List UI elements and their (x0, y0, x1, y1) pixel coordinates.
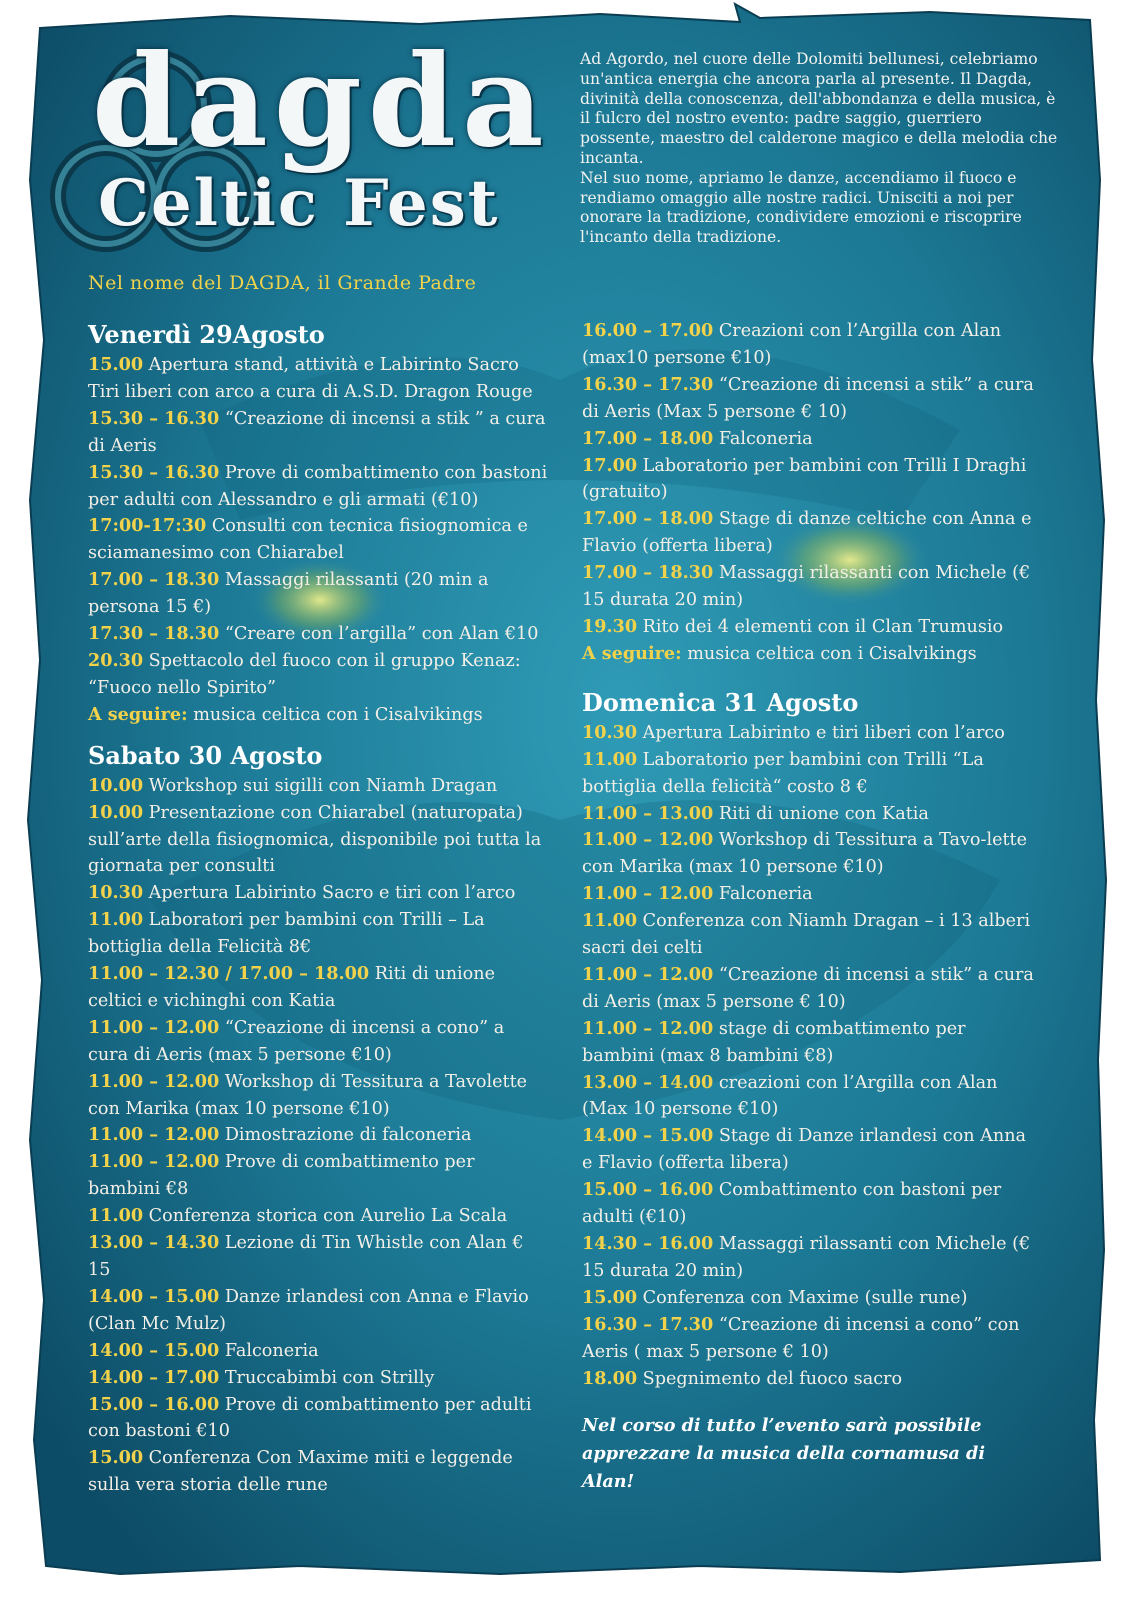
entry-description: Apertura Labirinto e tiri liberi con l’arco (637, 722, 1005, 743)
entry-description: Massaggi rilassanti con Michele (€ 15 durata 20 min) (582, 563, 1031, 611)
schedule-entry (582, 1285, 1042, 1312)
sunday-schedule (582, 720, 1042, 1393)
poster-subtitle: Celtic Fest (98, 166, 500, 241)
entry-time: 17.00 (582, 454, 638, 476)
entry-description: Rito dei 4 elementi con il Clan Trumusio (637, 616, 1004, 637)
intro-text (580, 50, 1060, 248)
schedule-entry (88, 513, 548, 567)
schedule-entry (88, 460, 548, 514)
schedule-entry (88, 352, 548, 406)
entry-time: 14.00 – 15.00 (88, 1339, 220, 1361)
schedule-entry (88, 1392, 548, 1446)
entry-time: 11.00 – 13.00 (582, 802, 714, 824)
intro-paragraph: Ad Agordo, nel cuore delle Dolomiti bellunesi, celebriamo un'antica energia che ancora parla al presente. Il Dagda, divinità della conoscenza, dell'abbondanza e della musica, è il fulcro del nostro evento: padre saggio, guerriero possente, maestro del calderone magico e della melodia che incanta. (580, 50, 1058, 167)
entry-description: Workshop di Tessitura a Tavolette con Marika (max 10 persone €10) (88, 1071, 528, 1119)
entry-description: Laboratorio per bambini con Trilli I Draghi (gratuito) (582, 455, 1027, 503)
schedule-entry (582, 801, 1042, 828)
entry-description: Spegnimento del fuoco sacro (637, 1368, 903, 1389)
entry-time: 17:00-17:30 (88, 515, 207, 537)
entry-description: Falconeria (219, 1340, 319, 1361)
schedule-entry (582, 318, 1042, 372)
entry-description: “Creazione di incensi a stik” a cura di Aeris (max 5 persone € 10) (582, 964, 1034, 1012)
entry-time: 11.00 (582, 748, 638, 770)
schedule-entry (582, 614, 1042, 641)
entry-time: 15.30 – 16.30 (88, 461, 220, 483)
entry-time: 17.00 – 18.00 (582, 508, 714, 530)
entry-description: Stage di Danze irlandesi con Anna e Flavio (offerta libera) (582, 1126, 1027, 1174)
entry-time: 11.00 – 12.30 / 17.00 – 18.00 (88, 963, 370, 985)
schedule-entry (582, 747, 1042, 801)
schedule-entry (582, 1177, 1042, 1231)
schedule-entry (582, 426, 1042, 453)
entry-description: Conferenza con Niamh Dragan – i 13 alberi sacri dei celti (582, 911, 1031, 959)
schedule-entry (582, 453, 1042, 507)
schedule-entry (582, 908, 1042, 962)
entry-time: 11.00 – 12.00 (582, 1017, 714, 1039)
entry-time: 17.00 – 18.00 (582, 427, 714, 449)
entry-description: creazioni con l’Argilla con Alan (Max 10 persone €10) (582, 1072, 998, 1120)
entry-description: Falconeria (713, 884, 813, 905)
entry-description: Massaggi rilassanti (20 min a persona 15 €) (88, 570, 489, 618)
entry-time: 14.00 – 17.00 (88, 1366, 220, 1388)
entry-description: Dimostrazione di falconeria (219, 1125, 472, 1146)
schedule-entry (88, 907, 548, 961)
entry-description: Consulti con tecnica fisiognomica e sciamanesimo con Chiarabel (88, 516, 528, 564)
entry-time: 15.30 – 16.30 (88, 407, 220, 429)
day-heading-friday: Venerdì 29Agosto (88, 320, 325, 349)
entry-description: Combattimento con bastoni per adulti (€10) (582, 1180, 1002, 1228)
intro-paragraph: Nel suo nome, apriamo le danze, accendiamo il fuoco e rendiamo omaggio alle nostre radici. Unisciti a noi per onorare la tradizione, condividere emozioni e riscoprire l'incanto della tradizione. (580, 168, 1022, 247)
entry-time: 16.00 – 17.00 (582, 320, 714, 341)
entry-time: 19.30 (582, 615, 638, 637)
schedule-entry (88, 961, 548, 1015)
entry-time: 18.00 (582, 1367, 638, 1389)
entry-time: 16.30 – 17.30 (582, 373, 714, 395)
entry-time: 15.00 (582, 1286, 638, 1308)
poster-title: dagda (92, 27, 550, 175)
schedule-entry (88, 648, 548, 702)
schedule-entry (88, 800, 548, 881)
entry-description: Falconeria (713, 428, 813, 449)
entry-time: 11.00 (88, 909, 144, 931)
entry-time: 14.00 – 15.00 (88, 1285, 220, 1307)
entry-description: Apertura Labirinto Sacro e tiri con l’arco (143, 883, 516, 904)
schedule-entry (88, 1122, 548, 1149)
schedule-entry (582, 560, 1042, 614)
schedule-entry (88, 1149, 548, 1203)
entry-time: A seguire: (582, 642, 682, 664)
entry-time: 14.00 – 15.00 (582, 1125, 714, 1147)
schedule-entry (582, 1231, 1042, 1285)
schedule-entry (582, 1312, 1042, 1366)
entry-description: Creazioni con l’Argilla con Alan (max10 persone €10) (582, 321, 1002, 368)
entry-time: 10.00 (88, 774, 144, 796)
saturday-schedule-continued (582, 318, 1042, 668)
schedule-entry (582, 827, 1042, 881)
entry-description: “Creazione di incensi a stik” a cura di Aeris (Max 5 persone € 10) (582, 374, 1034, 422)
entry-description: Presentazione con Chiarabel (naturopata) sull’arte della fisiognomica, disponibile poi tutta la giornata per consulti (88, 802, 542, 877)
entry-description: Massaggi rilassanti con Michele (€ 15 durata 20 min) (582, 1234, 1031, 1281)
entry-description: Laboratori per bambini con Trilli – La bottiglia della Felicità 8€ (88, 910, 485, 958)
entry-description: Prove di combattimento per bambini €8 (88, 1152, 475, 1200)
entry-time: 10.00 (88, 801, 144, 823)
schedule-entry (88, 406, 548, 460)
entry-time: 17.00 – 18.30 (88, 569, 220, 591)
saturday-schedule (88, 773, 548, 1499)
entry-time: 15.00 – 16.00 (88, 1393, 220, 1415)
entry-description: Prove di combattimento con bastoni per adulti con Alessandro e gli armati (€10) (88, 462, 548, 510)
entry-description: Stage di danze celtiche con Anna e Flavio (offerta libera) (582, 509, 1032, 557)
entry-description: Laboratorio per bambini con Trilli “La bottiglia della felicità“ costo 8 € (582, 749, 984, 797)
entry-description: “Creazione di incensi a stik ” a cura di Aeris (88, 408, 546, 456)
entry-description: “Creare con l’argilla” con Alan €10 (219, 624, 539, 645)
schedule-entry (88, 1445, 548, 1499)
entry-description: Conferenza Con Maxime miti e leggende sulla vera storia delle rune (88, 1448, 513, 1496)
entry-description: Riti di unione celtici e vichinghi con Katia (88, 964, 496, 1011)
entry-time: 17.30 – 18.30 (88, 623, 220, 645)
entry-description: Apertura stand, attività e Labirinto Sacro Tiri liberi con arco a cura di A.S.D. Dragon Rouge (88, 355, 533, 402)
entry-description: Prove di combattimento per adulti con bastoni €10 (88, 1394, 532, 1442)
schedule-entry (582, 1123, 1042, 1177)
entry-description: “Creazione di incensi a cono” con Aeris ( max 5 persone € 10) (582, 1314, 1020, 1362)
schedule-entry (88, 773, 548, 800)
entry-time: 11.00 – 12.00 (88, 1124, 220, 1146)
entry-description: Workshop sui sigilli con Niamh Dragan (143, 775, 498, 796)
entry-time: 16.30 – 17.30 (582, 1313, 714, 1335)
entry-time: 11.00 – 12.00 (582, 963, 714, 985)
entry-time: A seguire: (88, 703, 188, 725)
schedule-entry (582, 372, 1042, 426)
schedule-entry (582, 1070, 1042, 1124)
entry-time: 11.00 – 12.00 (88, 1151, 220, 1173)
schedule-entry (582, 1366, 1042, 1393)
entry-time: 15.00 (88, 1447, 144, 1469)
schedule-entry (582, 962, 1042, 1016)
schedule-entry (88, 1365, 548, 1392)
schedule-entry (88, 567, 548, 621)
entry-description: Conferenza storica con Aurelio La Scala (143, 1206, 508, 1227)
entry-description: stage di combattimento per bambini (max 8 bambini €8) (582, 1018, 966, 1066)
schedule-entry (88, 1203, 548, 1230)
friday-schedule (88, 352, 548, 729)
entry-description: Workshop di Tessitura a Tavo-lette con Marika (max 10 persone €10) (582, 830, 1028, 878)
schedule-entry (88, 1230, 548, 1284)
schedule-entry (88, 702, 548, 729)
entry-time: 11.00 (582, 910, 638, 932)
schedule-entry (582, 641, 1042, 668)
entry-description: Spettacolo del fuoco con il gruppo Kenaz: “Fuoco nello Spirito” (88, 650, 521, 698)
entry-time: 15.00 (88, 354, 144, 375)
entry-description: Riti di unione con Katia (713, 803, 929, 824)
entry-time: 11.00 – 12.00 (582, 883, 714, 905)
entry-time: 17.00 – 18.30 (582, 562, 714, 584)
entry-time: 13.00 – 14.00 (582, 1071, 714, 1093)
entry-time: 10.30 (88, 882, 144, 904)
entry-time: 10.30 (582, 721, 638, 743)
schedule-entry (582, 1016, 1042, 1070)
entry-time: 11.00 – 12.00 (582, 829, 714, 851)
schedule-entry (88, 1338, 548, 1365)
closing-note: Nel corso di tutto l’evento sarà possibile apprezzare la musica della cornamusa di Alan! (582, 1415, 985, 1493)
entry-time: 11.00 (88, 1205, 144, 1227)
entry-description: musica celtica con i Cisalvikings (681, 643, 977, 664)
day-heading-saturday: Sabato 30 Agosto (88, 740, 323, 770)
schedule-entry (88, 1015, 548, 1069)
entry-time: 14.30 – 16.00 (582, 1233, 714, 1254)
schedule-right-column (582, 318, 1042, 1514)
entry-description: Lezione di Tin Whistle con Alan € 15 (88, 1233, 524, 1280)
entry-description: Truccabimbi con Strilly (219, 1367, 435, 1388)
entry-time: 11.00 – 12.00 (88, 1016, 220, 1038)
schedule-entry (88, 880, 548, 907)
entry-description: “Creazione di incensi a cono” a cura di Aeris (max 5 persone €10) (88, 1017, 505, 1065)
entry-time: 15.00 – 16.00 (582, 1179, 714, 1201)
schedule-entry (88, 1284, 548, 1338)
schedule-entry (582, 881, 1042, 908)
entry-time: 11.00 – 12.00 (88, 1070, 220, 1092)
entry-description: musica celtica con i Cisalvikings (187, 704, 483, 725)
entry-time: 20.30 (88, 649, 144, 671)
day-heading-sunday: Domenica 31 Agosto (582, 687, 859, 717)
schedule-entry (88, 1069, 548, 1123)
entry-description: Conferenza con Maxime (sulle rune) (637, 1287, 968, 1308)
schedule-entry (582, 720, 1042, 747)
entry-time: 13.00 – 14.30 (88, 1232, 220, 1254)
schedule-left-column (88, 318, 548, 1499)
schedule-entry (582, 506, 1042, 560)
entry-description: Danze irlandesi con Anna e Flavio (Clan Mc Mulz) (88, 1286, 529, 1334)
tagline: Nel nome del DAGDA, il Grande Padre (88, 272, 477, 294)
schedule-entry (88, 621, 548, 648)
